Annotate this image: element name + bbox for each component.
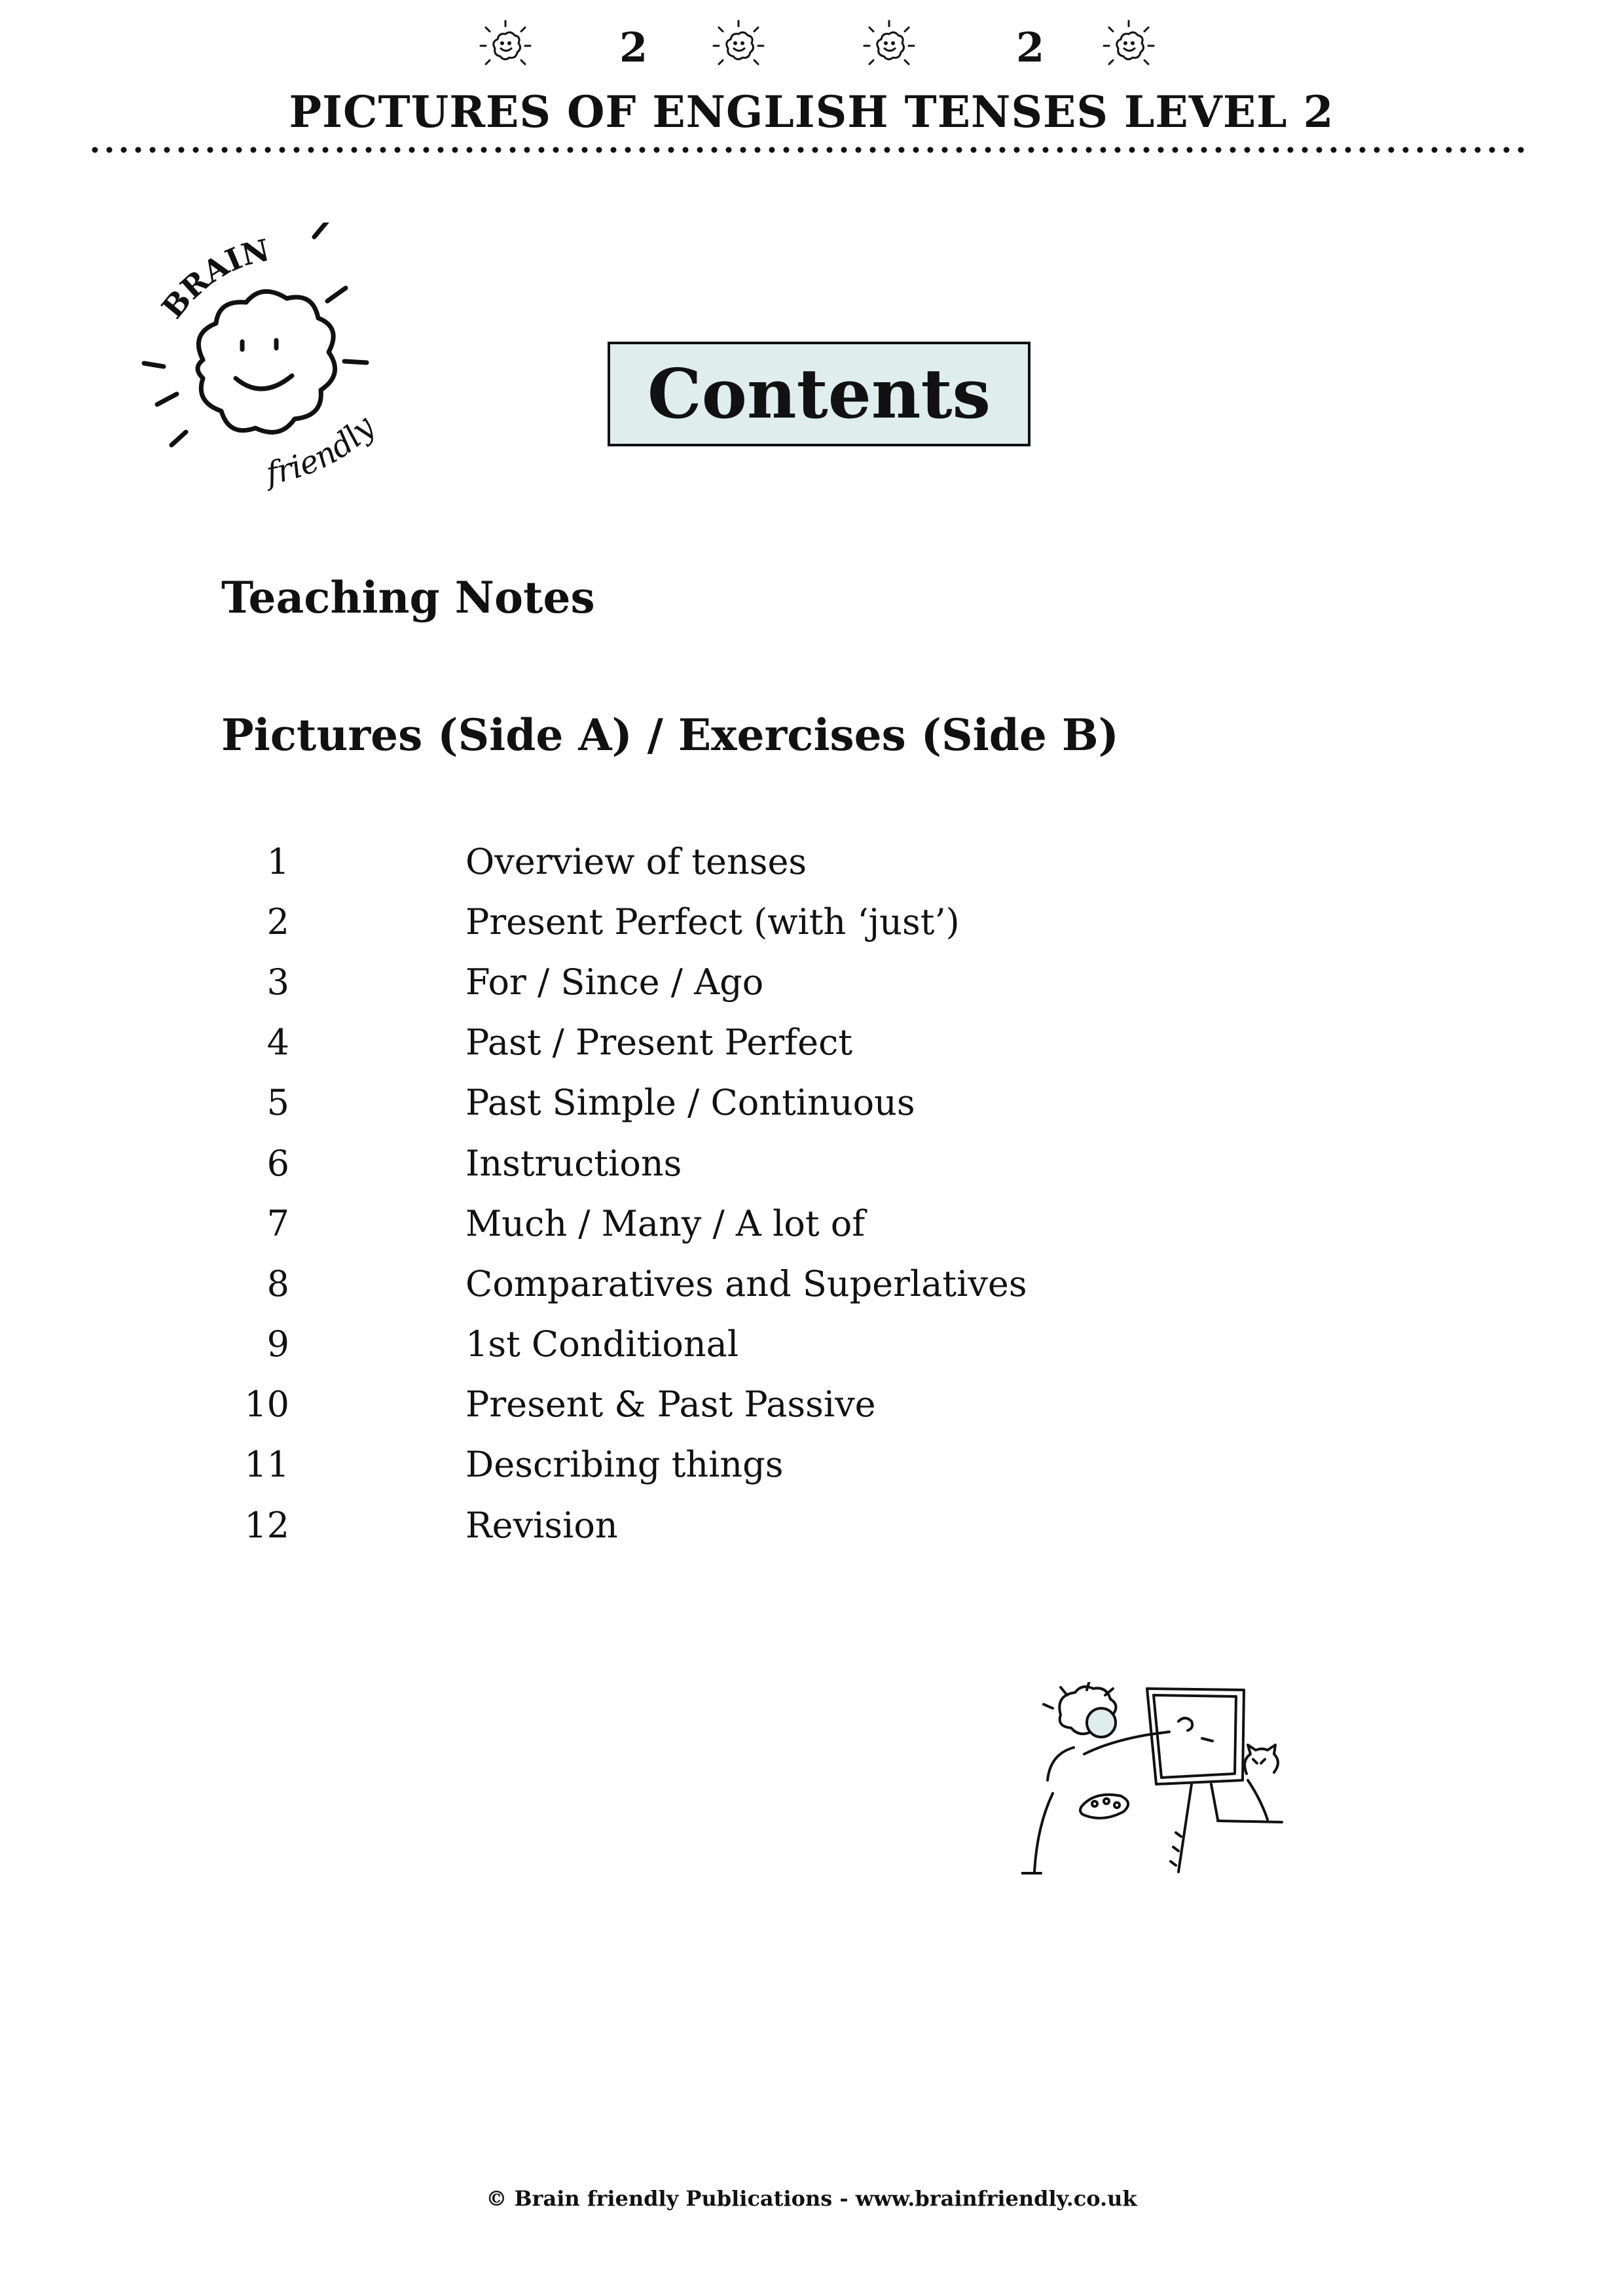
contents-list [221, 831, 1138, 1555]
toc-number: 11 [244, 1444, 289, 1486]
toc-title: Comparatives and Superlatives [465, 1263, 1027, 1304]
dotted-divider [92, 145, 1532, 154]
toc-number: 10 [244, 1384, 289, 1426]
toc-number: 8 [266, 1263, 289, 1304]
toc-number: 12 [244, 1504, 289, 1546]
brain-mascot-icon [1103, 20, 1155, 72]
toc-title: Past Simple / Continuous [465, 1082, 915, 1124]
brain-mascot-icon [712, 20, 765, 72]
toc-title: Instructions [465, 1142, 682, 1184]
level-number-right: 2 [1016, 24, 1045, 71]
logo-top-text: BRAIN [155, 232, 273, 325]
toc-entry [221, 1013, 1138, 1073]
toc-title: For / Since / Ago [465, 961, 764, 1003]
teaching-notes-heading: Teaching Notes [221, 572, 595, 623]
brain-mascot-icon [479, 20, 532, 72]
page-title: Contents [647, 353, 991, 434]
toc-title: Revision [465, 1504, 618, 1546]
toc-number: 4 [266, 1022, 289, 1064]
toc-number: 9 [266, 1323, 289, 1365]
toc-number: 1 [266, 840, 289, 882]
level-number-left: 2 [619, 24, 648, 71]
toc-title: 1st Conditional [465, 1323, 739, 1365]
toc-title: Describing things [465, 1444, 784, 1486]
toc-entry [221, 1314, 1138, 1374]
toc-entry [221, 1374, 1138, 1435]
painter-at-easel-illustration [1021, 1682, 1290, 1878]
pictures-exercises-heading: Pictures (Side A) / Exercises (Side B) [221, 709, 1119, 761]
brain-mascot-icon [863, 20, 915, 72]
toc-entry [221, 831, 1138, 891]
toc-entry [221, 1253, 1138, 1314]
contents-title-box [608, 342, 1030, 446]
toc-number: 5 [266, 1082, 289, 1124]
toc-entry [221, 1133, 1138, 1193]
svg-text:BRAIN [155, 232, 272, 325]
logo-bottom-text: friendly [263, 408, 382, 492]
series-title: PICTURES OF ENGLISH TENSES LEVEL 2 [289, 86, 1334, 137]
toc-entry [221, 891, 1138, 952]
toc-title: Overview of tenses [465, 840, 807, 882]
toc-number: 2 [266, 901, 289, 942]
toc-title: Present & Past Passive [465, 1384, 876, 1426]
toc-title: Much / Many / A lot of [465, 1202, 866, 1244]
toc-entry [221, 1495, 1138, 1555]
toc-title: Present Perfect (with ‘just’) [465, 901, 960, 942]
brain-friendly-logo [137, 223, 426, 504]
toc-number: 6 [266, 1142, 289, 1184]
toc-number: 7 [266, 1202, 289, 1244]
footer-copyright: © Brain friendly Publications - www.brainfriendly.co.uk [486, 2186, 1137, 2211]
toc-entry [221, 952, 1138, 1012]
toc-title: Past / Present Perfect [465, 1022, 853, 1064]
toc-entry [221, 1435, 1138, 1495]
toc-number: 3 [266, 961, 289, 1003]
toc-entry [221, 1073, 1138, 1133]
svg-text:friendly [261, 408, 382, 493]
toc-entry [221, 1193, 1138, 1253]
